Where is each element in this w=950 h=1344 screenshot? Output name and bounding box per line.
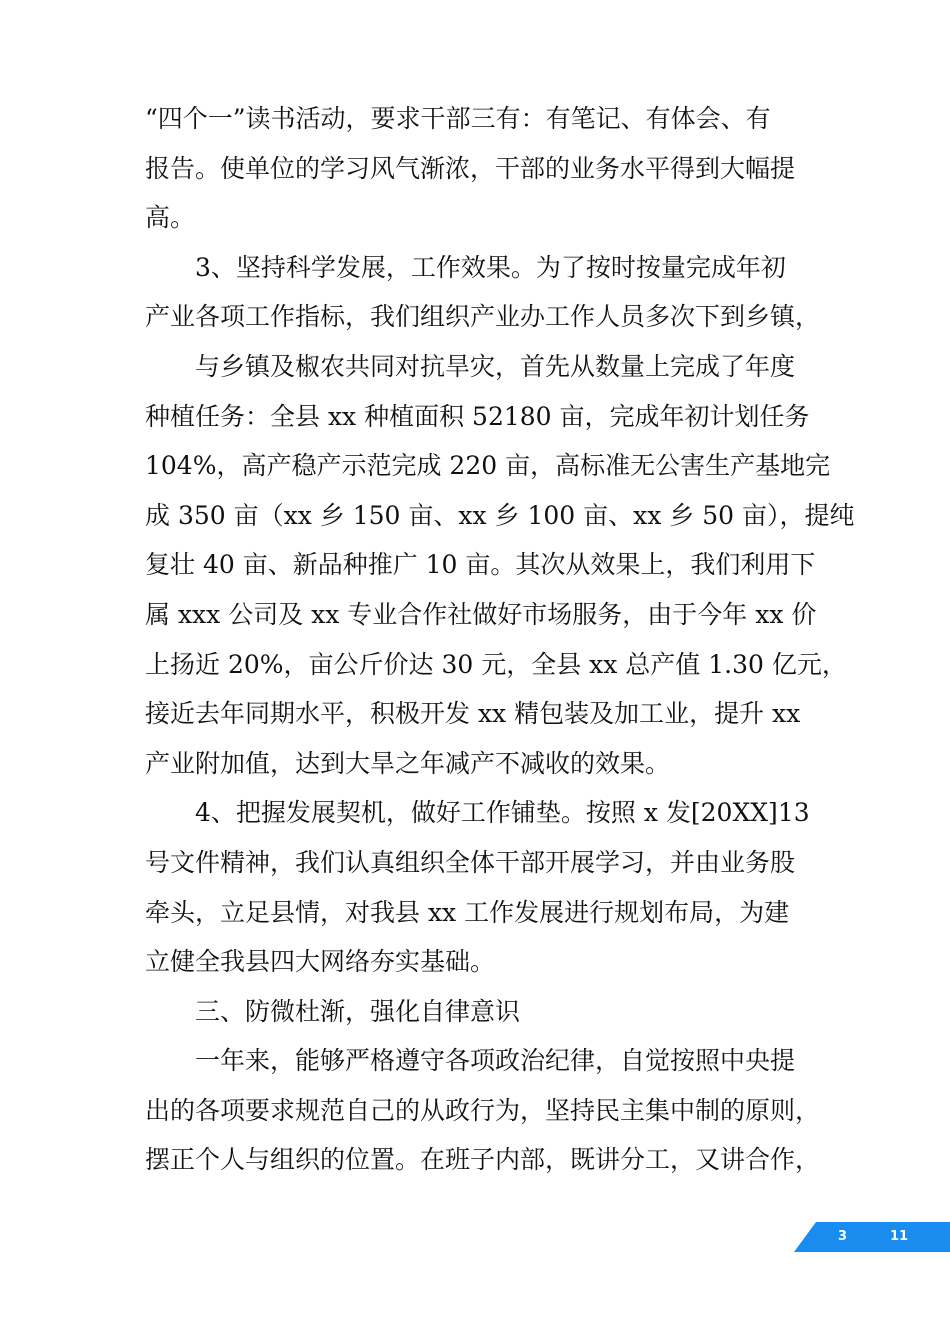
text-line: 与乡镇及椒农共同对抗旱灾，首先从数量上完成了年度 [195, 351, 796, 381]
text-line: 高。 [145, 203, 196, 233]
text-line: 牵头，立足县情，对我县 xx 工作发展进行规划布局，为建 [145, 897, 790, 927]
text-line: 出的各项要求规范自己的从政行为，坚持民主集中制的原则， [145, 1095, 821, 1125]
text-line: 号文件精神，我们认真组织全体干部开展学习，并由业务股 [145, 847, 796, 877]
text-line: “四个一”读书活动，要求干部三有：有笔记、有体会、有 [145, 104, 771, 133]
text-line: 104%，高产稳产示范完成 220 亩，高标准无公害生产基地完 [145, 451, 831, 481]
text-line: 产业各项工作指标，我们组织产业办工作人员多次下到乡镇， [145, 302, 821, 332]
text-line: 一年来，能够严格遵守各项政治纪律，自觉按照中央提 [195, 1046, 796, 1076]
text-line: 立健全我县四大网络夯实基础。 [145, 947, 496, 977]
section-heading: 三、防微杜渐，强化自律意识 [195, 996, 521, 1026]
text-line: 4、把握发展契机，做好工作铺垫。按照 x 发[20XX]13 [195, 798, 810, 828]
text-line: 摆正个人与组织的位置。在班子内部，既讲分工，又讲合作， [145, 1145, 821, 1175]
footer-banner [794, 1222, 950, 1252]
text-line: 接近去年同期水平，积极开发 xx 精包装及加工业，提升 xx [145, 699, 801, 729]
text-line: 种植任务：全县 xx 种植面积 52180 亩，完成年初计划任务 [145, 401, 810, 431]
page-footer [794, 1222, 950, 1252]
text-line: 成 350 亩（xx 乡 150 亩、xx 乡 100 亩、xx 乡 50 亩），提纯 [145, 500, 855, 530]
text-line: 报告。使单位的学习风气渐浓，干部的业务水平得到大幅提 [145, 153, 796, 183]
text-line: 复壮 40 亩、新品种推广 10 亩。其次从效果上，我们利用下 [145, 550, 816, 580]
text-line: 产业附加值，达到大旱之年减产不减收的效果。 [145, 748, 671, 778]
current-page-number: 3 [838, 1229, 848, 1244]
text-line: 属 xxx 公司及 xx 专业合作社做好市场服务，由于今年 xx 价 [145, 599, 817, 629]
text-line: 3、坚持科学发展，工作效果。为了按时按量完成年初 [195, 252, 786, 282]
total-page-count: 11 [890, 1229, 909, 1244]
text-line: 上扬近 20%，亩公斤价达 30 元，全县 xx 总产值 1.30 亿元， [145, 649, 847, 679]
document-body [145, 94, 855, 1185]
